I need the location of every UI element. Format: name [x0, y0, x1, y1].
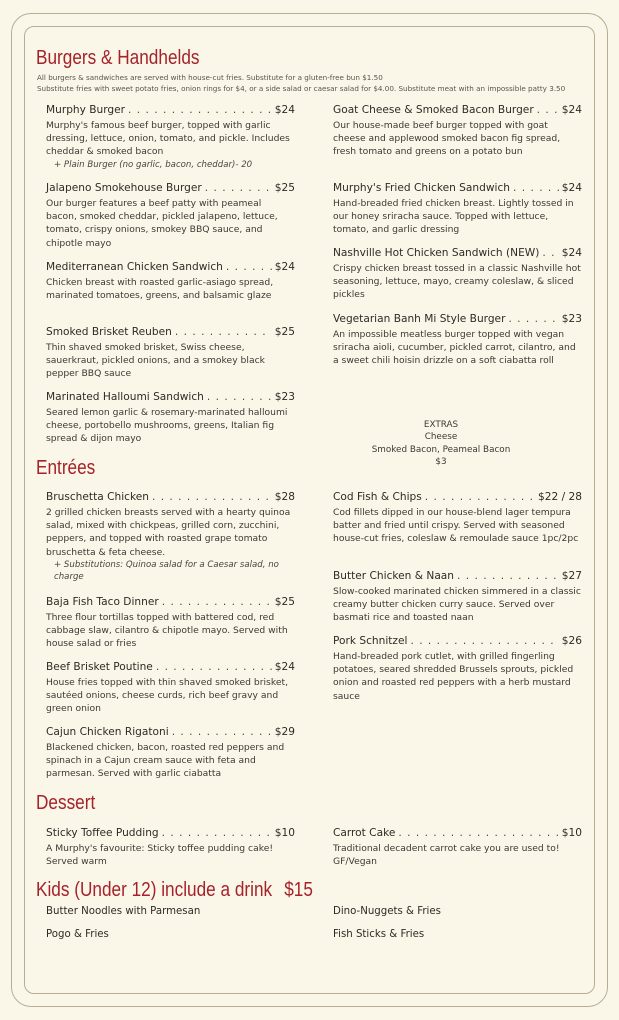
- leader-dots: [410, 633, 558, 649]
- item-name: Baja Fish Taco Dinner: [46, 596, 159, 608]
- item-price: $27: [561, 570, 582, 582]
- item-description: A Murphy's favourite: Sticky toffee pudding cake! Served warm: [46, 843, 274, 868]
- item-description: Chicken breast with roasted garlic-asiago spread, marinated tomatoes, greens, and balsamic glaze: [46, 277, 274, 302]
- item-description: House fries topped with thin shaved smoked brisket, sautéed onions, cheese curds, rich beef gravy and green onion: [46, 677, 289, 715]
- item-price: $23: [561, 313, 582, 325]
- item-price: $24: [561, 182, 582, 194]
- kids-item: Pogo & Fries: [46, 929, 109, 940]
- item-description: Traditional decadent carrot cake you are used to! GF/Vegan: [333, 843, 560, 868]
- menu-item-cod-fish-chips: [333, 489, 582, 546]
- kids-item: Butter Noodles with Parmesan: [46, 906, 201, 917]
- item-name: Jalapeno Smokehouse Burger: [46, 182, 202, 194]
- menu-item-nashville-hot-chicken-sandwich: [333, 245, 582, 302]
- menu-item-bruschetta-chicken: [46, 489, 295, 584]
- menu-item-carrot-cake: [333, 825, 582, 868]
- item-description: Our house-made beef burger topped with goat cheese and applewood smoked bacon fig spread, fresh tomato and greens on a potato bun: [333, 120, 561, 158]
- item-description: Three flour tortillas topped with battered cod, red cabbage slaw, cilantro & chipotle mayo. Served with house salad or fries: [46, 612, 288, 650]
- menu-item-mediterranean-chicken-sandwich: [46, 259, 295, 302]
- item-description: Hand-breaded pork cutlet, with grilled fingerling potatoes, seared shredded Brussels sprouts, pickled onion and roasted red peppers with a herb mustard sauce: [333, 651, 574, 702]
- menu-item-pork-schnitzel: [333, 633, 582, 703]
- item-name: Vegetarian Banh Mi Style Burger: [333, 313, 506, 325]
- menu-item-butter-chicken-naan: [333, 568, 582, 625]
- extras-price: $3: [435, 456, 447, 467]
- item-name: Smoked Brisket Reuben: [46, 326, 172, 338]
- item-option: + Substitutions: Quinoa salad for a Caesar salad, no charge: [54, 559, 279, 583]
- item-price: $10: [274, 827, 295, 839]
- item-description: Murphy's famous beef burger, topped with garlic dressing, lettuce, onion, tomato, and pickle. Includes cheddar & smoked bacon: [46, 120, 290, 158]
- leader-dots: [207, 389, 272, 405]
- kids-section-title: [36, 880, 313, 900]
- item-description: 2 grilled chicken breasts served with a hearty quinoa salad, mixed with chickpeas, grilled corn, zucchini, peppers, and topped with roasted grape tomato bruschetta & feta cheese.: [46, 507, 291, 558]
- item-description: Thin shaved smoked brisket, Swiss cheese, sauerkraut, pickled onions, and a smokey black pepper BBQ sauce: [46, 342, 265, 380]
- burgers-notes: [37, 72, 565, 94]
- item-description: An impossible meatless burger topped with vegan sriracha aioli, cucumber, pickled carrot, cilantro, and a sweet chili hoisin drizzle on a soft ciabatta roll: [333, 329, 576, 367]
- item-name: Goat Cheese & Smoked Bacon Burger: [333, 104, 534, 116]
- extras-title: EXTRAS: [423, 420, 459, 430]
- extras-line-1: Cheese: [424, 432, 458, 443]
- item-price: $24: [274, 104, 295, 116]
- item-price: $24: [561, 247, 582, 259]
- leader-dots: [172, 724, 272, 740]
- item-name: Murphy Burger: [46, 104, 126, 116]
- leader-dots: [537, 102, 559, 118]
- item-name: Bruschetta Chicken: [46, 491, 149, 503]
- leader-dots: [205, 180, 272, 196]
- item-name: Beef Brisket Poutine: [46, 661, 153, 673]
- leader-dots: [425, 489, 535, 505]
- extras-box: [332, 419, 550, 468]
- item-price: $24: [274, 661, 295, 673]
- leader-dots: [162, 594, 272, 610]
- item-price: $24: [274, 261, 295, 273]
- item-description: Our burger features a beef patty with peameal bacon, smoked cheddar, pickled jalapeno, lettuce, tomato, crispy onions, smokey BBQ sauce, and chipotle mayo: [46, 198, 278, 249]
- item-option: + Plain Burger (no garlic, bacon, cheddar)- 20: [54, 159, 253, 170]
- item-description: Cod fillets dipped in our house-blend lager tempura batter and fried until crispy. Served with seasoned house-cut fries, coleslaw & remoulade sauce 1pc/2pc: [333, 507, 579, 545]
- menu-item-vegetarian-banh-mi-burger: [333, 311, 582, 368]
- item-name: Butter Chicken & Naan: [333, 570, 455, 582]
- item-description: Seared lemon garlic & rosemary-marinated halloumi cheese, portobello mushrooms, greens, Italian fig spread & dijon mayo: [46, 407, 288, 445]
- item-price: $24: [561, 104, 582, 116]
- item-price: $23: [274, 391, 295, 403]
- item-name: Murphy's Fried Chicken Sandwich: [333, 182, 510, 194]
- item-description: Crispy chicken breast tossed in a classic Nashville hot seasoning, lettuce, mayo, creamy coleslaw, & sliced pickles: [333, 263, 581, 301]
- kids-item: Fish Sticks & Fries: [333, 929, 425, 940]
- item-price: $28: [274, 491, 295, 503]
- menu-item-jalapeno-smokehouse-burger: [46, 180, 295, 250]
- leader-dots: [513, 180, 559, 196]
- item-name: Carrot Cake: [333, 827, 396, 839]
- item-price: $29: [274, 726, 295, 738]
- menu-item-cajun-chicken-rigatoni: [46, 724, 295, 781]
- menu-item-sticky-toffee-pudding: [46, 825, 295, 868]
- menu-item-murphys-fried-chicken-sandwich: [333, 180, 582, 237]
- menu-item-baja-fish-taco-dinner: [46, 594, 295, 651]
- leader-dots: [457, 568, 559, 584]
- leader-dots: [128, 102, 272, 118]
- menu-item-goat-cheese-bacon-burger: [333, 102, 582, 159]
- item-name: Pork Schnitzel: [333, 635, 408, 647]
- kids-price: $15: [284, 879, 313, 901]
- item-price: $26: [561, 635, 582, 647]
- item-name: Sticky Toffee Pudding: [46, 827, 159, 839]
- extras-line-2: Smoked Bacon, Peameal Bacon: [371, 444, 511, 455]
- kids-item: Dino-Nuggets & Fries: [333, 906, 441, 917]
- item-description: Slow-cooked marinated chicken simmered in a classic creamy butter chicken curry sauce. Served over basmati rice and toasted naan: [333, 586, 581, 624]
- leader-dots: [508, 311, 558, 327]
- item-name: Cod Fish & Chips: [333, 491, 422, 503]
- leader-dots: [398, 825, 558, 841]
- leader-dots: [175, 324, 272, 340]
- item-description: Hand-breaded fried chicken breast. Lightly tossed in our honey sriracha sauce. Topped with lettuce, tomato, and garlic dressing: [333, 198, 574, 236]
- item-price: $25: [274, 182, 295, 194]
- item-price: $25: [274, 326, 295, 338]
- menu-item-smoked-brisket-reuben: [46, 324, 295, 381]
- leader-dots: [542, 245, 558, 261]
- item-name: Mediterranean Chicken Sandwich: [46, 261, 223, 273]
- burgers-section-title: Burgers & Handhelds: [36, 47, 200, 69]
- item-name: Cajun Chicken Rigatoni: [46, 726, 169, 738]
- entrees-section-title: Entrées: [36, 457, 96, 479]
- item-name: Nashville Hot Chicken Sandwich (NEW): [333, 247, 540, 259]
- leader-dots: [162, 825, 272, 841]
- menu-item-beef-brisket-poutine: [46, 659, 295, 716]
- menu-item-murphy-burger: [46, 102, 295, 171]
- item-description: Blackened chicken, bacon, roasted red peppers and spinach in a Cajun cream sauce with feta and parmesan. Served with garlic ciabatta: [46, 742, 285, 780]
- burgers-note-1: All burgers & sandwiches are served with house-cut fries. Substitute for a gluten-free bun $1.50: [37, 73, 383, 82]
- item-price: $22 / 28: [537, 491, 582, 503]
- dessert-section-title: Dessert: [36, 792, 96, 814]
- kids-title-text: Kids (Under 12) include a drink: [36, 879, 273, 901]
- item-price: $25: [274, 596, 295, 608]
- item-name: Marinated Halloumi Sandwich: [46, 391, 204, 403]
- leader-dots: [156, 659, 272, 675]
- menu-item-marinated-halloumi-sandwich: [46, 389, 295, 446]
- leader-dots: [226, 259, 272, 275]
- leader-dots: [152, 489, 272, 505]
- burgers-note-2: Substitute fries with sweet potato fries, onion rings for $4, or a side salad or caesar salad for $4.00. Substitute meat with an impossible patty 3.50: [37, 84, 566, 93]
- item-price: $10: [561, 827, 582, 839]
